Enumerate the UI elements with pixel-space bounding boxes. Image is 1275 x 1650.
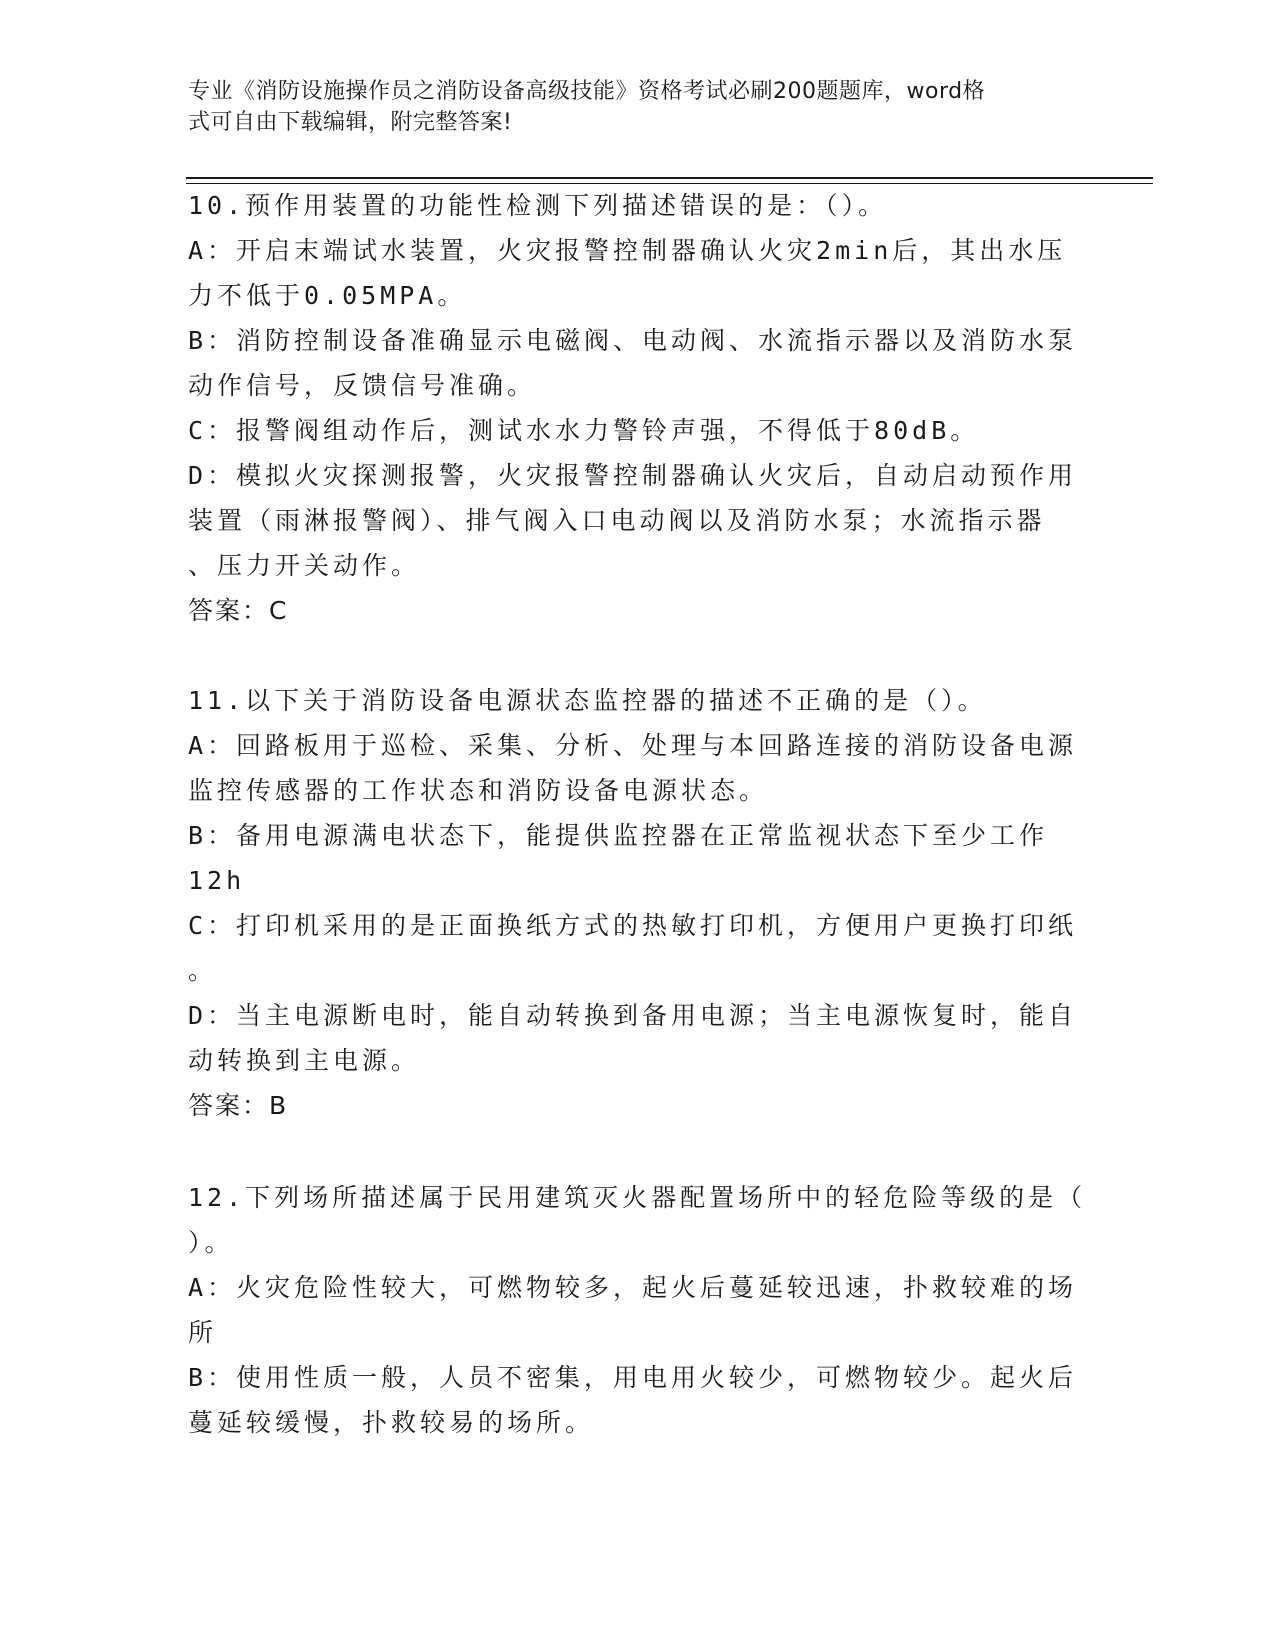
question-10-option-c: C：报警阀组动作后，测试水水力警铃声强，不得低于80dB。 [188,416,980,445]
question-11-option-c: C：打印机采用的是正面换纸方式的热敏打印机，方便用户更换打印纸 [188,911,1078,940]
question-12-option-b: B：使用性质一般，人员不密集，用电用火较少，可燃物较少。起火后 [188,1363,1078,1392]
question-10-option-d-cont-2: 、压力开关动作。 [188,551,421,580]
document-header [188,76,1068,138]
question-11-stem: 11.以下关于消防设备电源状态监控器的描述不正确的是（）。 [188,686,987,715]
header-line-2: 式可自由下载编辑，附完整答案! [188,110,513,135]
question-11-option-c-cont: 。 [188,956,218,985]
question-11-option-a: A：回路板用于巡检、采集、分析、处理与本回路连接的消防设备电源 [188,731,1078,760]
header-rule-thick [186,177,1153,179]
question-12-option-a-cont: 所 [188,1318,218,1347]
question-11-option-d: D：当主电源断电时，能自动转换到备用电源；当主电源恢复时，能自 [188,1001,1078,1030]
question-11-answer: 答案：B [188,1091,289,1120]
question-12-stem: 12.下列场所描述属于民用建筑灭火器配置场所中的轻危险等级的是（ [188,1183,1087,1212]
question-12 [188,1175,1087,1445]
question-10-option-a: A：开启末端试水装置，火灾报警控制器确认火灾2min后，其出水压 [188,236,1067,265]
question-12-option-b-cont: 蔓延较缓慢，扑救较易的场所。 [188,1408,595,1437]
question-10-answer: 答案：C [188,596,289,625]
question-11-option-d-cont: 动转换到主电源。 [188,1046,421,1075]
question-10-option-d-cont: 装置（雨淋报警阀）、排气阀入口电动阀以及消防水泵；水流指示器 [188,506,1046,535]
question-11-option-b-cont: 12h [188,866,246,895]
question-10-option-b: B：消防控制设备准确显示电磁阀、电动阀、水流指示器以及消防水泵 [188,326,1078,355]
question-10-option-b-cont: 动作信号，反馈信号准确。 [188,371,537,400]
question-11-option-b: B：备用电源满电状态下，能提供监控器在正常监视状态下至少工作 [188,821,1049,850]
question-12-stem-cont: ）。 [188,1228,234,1257]
question-10-option-d: D：模拟火灾探测报警，火灾报警控制器确认火灾后，自动启动预作用 [188,461,1078,490]
question-11-option-a-cont: 监控传感器的工作状态和消防设备电源状态。 [188,776,769,805]
question-10-stem: 10.预作用装置的功能性检测下列描述错误的是：（）。 [188,191,888,220]
question-12-option-a: A：火灾危险性较大，可燃物较多，起火后蔓延较迅速，扑救较难的场 [188,1273,1078,1302]
question-10 [188,183,1078,633]
question-11 [188,678,1078,1128]
question-10-option-a-cont: 力不低于0.05MPA。 [188,281,467,310]
header-line-1: 专业《消防设施操作员之消防设备高级技能》资格考试必刷200题题库，word格 [188,79,986,104]
